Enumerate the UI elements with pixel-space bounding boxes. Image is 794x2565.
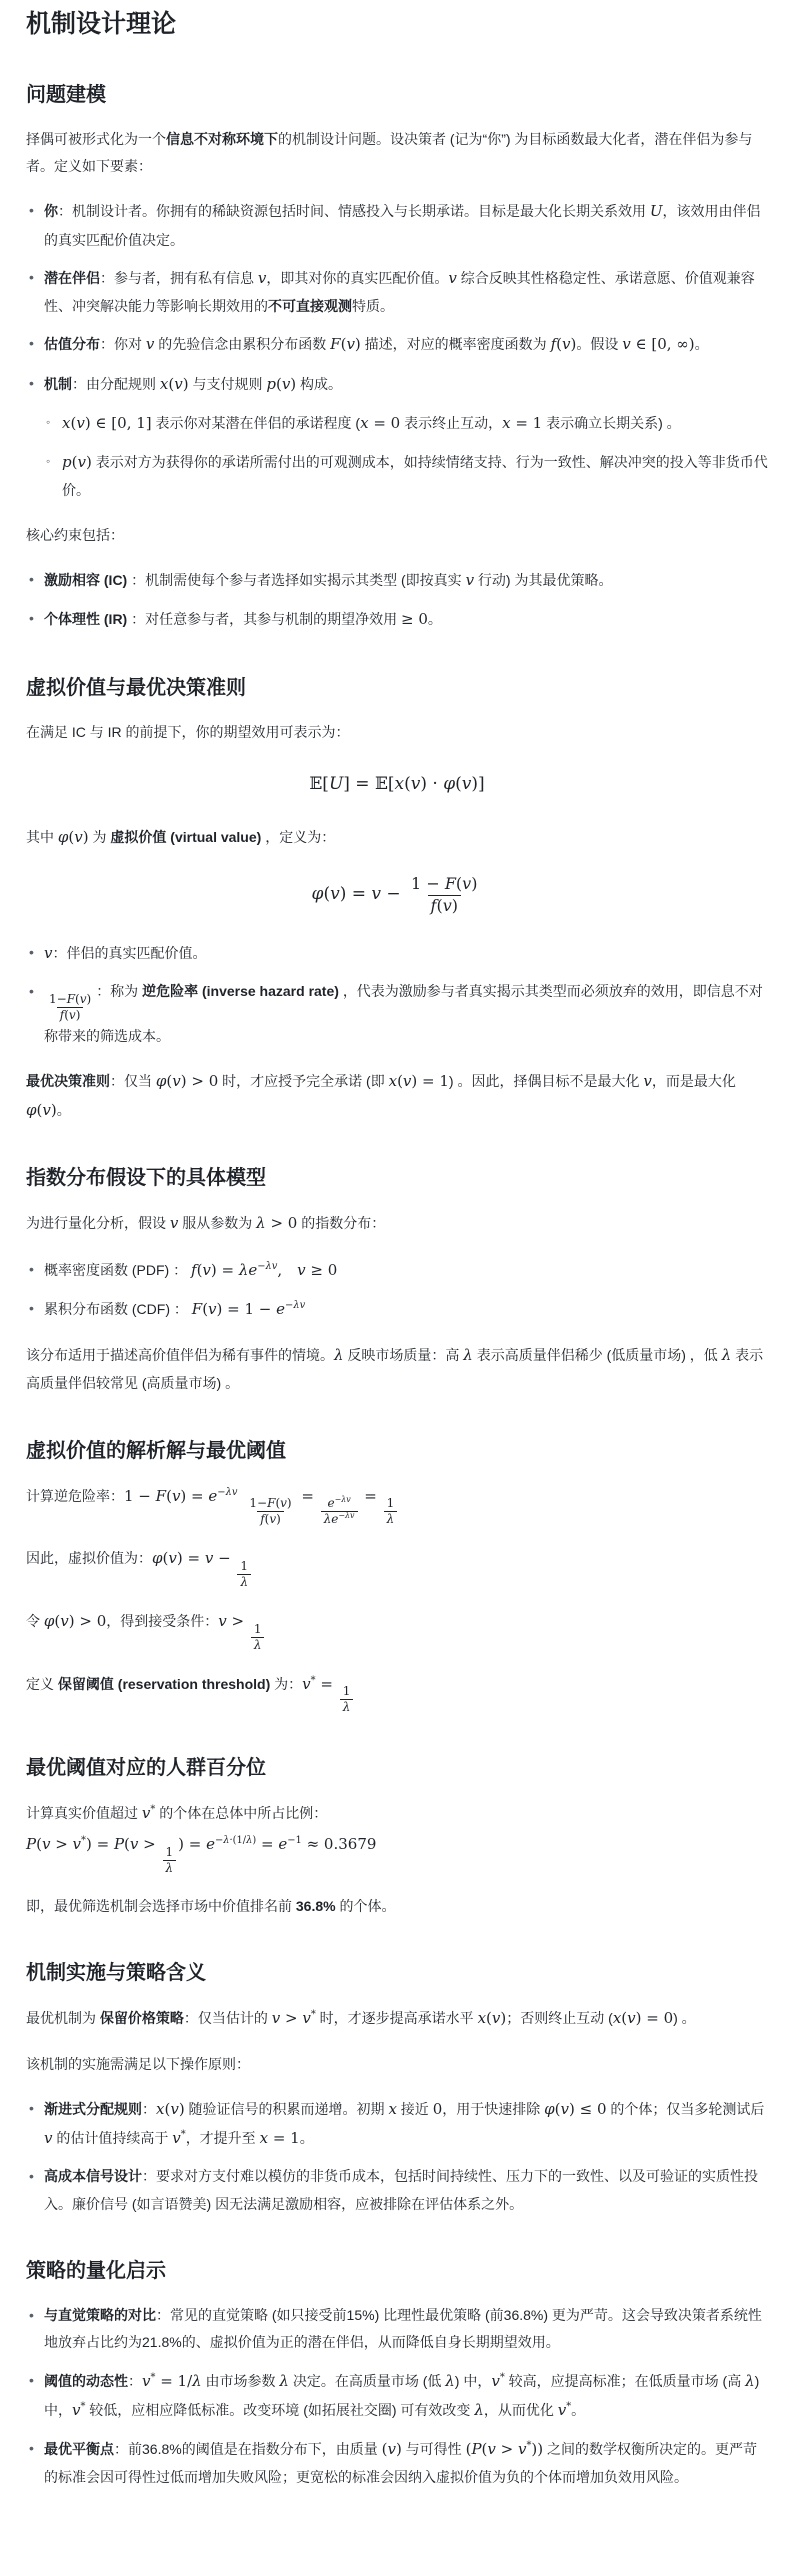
math-inline: λ [745, 2371, 755, 2390]
list-item: • 潜在伴侣：参与者，拥有私有信息 v，即其对你的真实匹配价值。v 综合反映其性格稳定性、承诺意愿、价值观兼容性、冲突解决能力等影响长期效用的不可直接观测特质。 [28, 264, 768, 321]
bullet-list [26, 197, 768, 504]
paragraph: 因此，虚拟价值为：φ(v) = v − $\frac{1}{\lambda}$ [26, 1544, 768, 1590]
math-inline: (v) [381, 2440, 402, 2458]
math-inline: v [145, 335, 155, 354]
bullet-list [26, 939, 768, 1050]
list-item: • 渐进式分配规则：x(v) 随验证信号的积累而递增。初期 x 接近 0，用于快速排除 φ(v) ≤ 0 的个体；仅当多轮测试后 v 的估计值持续高于 v*，才提升至 x = 1。 [28, 2095, 768, 2154]
bullet-list [26, 2095, 768, 2218]
math-inline: x = 0 [360, 413, 401, 432]
math-inline: $f(v) = \lambda e^{-\lambda v}$, v ≥ 0 [191, 1260, 338, 1279]
bold-text: 保留价格策略 [99, 2010, 184, 2027]
math-inline: x [388, 2099, 397, 2118]
paragraph: 在满足 IC 与 IR 的前提下，你的期望效用可表示为： [26, 723, 350, 740]
math-inline: v* [491, 2371, 505, 2390]
math-inline: (P(v > v*)) [465, 2440, 544, 2458]
math-inline: v [465, 571, 475, 590]
math-inline: φ(v) = v − [311, 884, 407, 905]
document-body [26, 82, 768, 2492]
math-inline: λ [474, 2400, 484, 2419]
section-heading: 最优阈值对应的人群百分位 [26, 1757, 266, 1780]
math-inline: v [169, 1214, 179, 1233]
math-inline: v [257, 268, 267, 287]
math-inline: λ [279, 2371, 289, 2390]
bold-text: 信息不对称环境下 [166, 130, 278, 147]
math-inline: λ [334, 1346, 344, 1365]
math-inline: x(v) [159, 374, 189, 393]
math-inline: v* [172, 2129, 186, 2148]
list-item: • v：伴侣的真实匹配价值。 [28, 939, 768, 968]
math-inline: φ(v) [57, 827, 89, 846]
math-inline: U [649, 202, 663, 221]
nested-bullet-list [44, 409, 768, 505]
math-inline: v ∈ [0, ∞) [622, 335, 695, 354]
math-inline: = [359, 1486, 382, 1505]
math-fraction: $\frac{e^{-\lambda v}}{\lambda e^{-\lambda v}}$ [321, 1496, 358, 1527]
list-item: • 个体理性 (IR) ：对任意参与者，其参与机制的期望净效用 ≥ 0。 [28, 605, 768, 634]
list-item: • 高成本信号设计：要求对方支付难以模仿的非货币成本，包括时间持续性、压力下的一致性、以及可验证的实质性投入。廉价信号 (如言语赞美) 因无法满足激励相容，应被排除在评估体系之外。 [28, 2163, 768, 2218]
bullet-list [26, 2302, 768, 2492]
math-fraction: $\frac{1}{\lambda}$ [340, 1684, 354, 1715]
paragraph: 令 φ(v) > 0，得到接受条件：v > $\frac{1}{\lambda}$ [26, 1607, 768, 1653]
paragraph [26, 1830, 768, 1876]
math-inline: v > [218, 1611, 249, 1630]
list-item: • 与直觉策略的对比：常见的直觉策略 (如只接受前15%) 比理性最优策略 (前36.8%) 更为严苛。这会导致决策者系统性地放弃占比约为21.8%的、虚拟价值为正的潜在伴侣，从而降低自身长期期望效用。 [28, 2302, 768, 2357]
math-inline: x(v) [156, 2099, 185, 2118]
list-item: • 概率密度函数 (PDF) ： $f(v) = \lambda e^{-\lambda v}$, v ≥ 0 [28, 1256, 768, 1285]
math-inline: φ(v) > 0 [43, 1611, 107, 1630]
list-item: • $\frac{1-F(v)}{f(v)}$ ：称为 逆危险率 (inverse hazard rate) ，代表为激励参与者真实揭示其类型而必须放弃的效用，即信息不对称带来的筛选成本。 [28, 978, 768, 1050]
paragraph: 最优机制为 保留价格策略：仅当估计的 v > v* 时，才逐步提高承诺水平 x(v)；否则终止互动 (x(v) = 0) 。 [26, 2009, 696, 2028]
paragraph: 该分布适用于描述高价值伴侣为稀有事件的情境。λ 反映市场质量：高 λ 表示高质量伴侣稀少 (低质量市场) ，低 λ 表示高质量伴侣较常见 (高质量市场) 。 [26, 1346, 764, 1392]
math-inline: x(v) = 1 [388, 1071, 449, 1090]
math-inline: = [296, 1486, 319, 1505]
section-heading: 虚拟价值的解析解与最优阈值 [26, 1439, 286, 1462]
paragraph: 择偶可被形式化为一个信息不对称环境下的机制设计问题。设决策者 (记为“你”) 为目标函数最大化者，潜在伴侣为参与者。定义如下要素： [26, 130, 753, 175]
bold-text: 个体理性 (IR) [44, 611, 132, 628]
paragraph: 该机制的实施需满足以下操作原则： [26, 2055, 250, 2072]
page-title: 机制设计理论 [26, 10, 177, 38]
bold-text: 潜在伴侣 [44, 269, 100, 286]
list-item: • 最优平衡点：前36.8%的阈值是在指数分布下，由质量 (v) 与可得性 (P(v > v*)) 之间的数学权衡所决定的。更严苛的标准会因可得性过低而增加失败风险；更宽松的标准会因纳入虚拟价值为负的个体而增加负效用风险。 [28, 2435, 768, 2492]
math-inline: v* = 1/λ [142, 2371, 202, 2390]
math-fraction: $\frac{1}{\lambda}$ [237, 1559, 251, 1590]
paragraph: 其中 φ(v) 为 虚拟价值 (virtual value) ，定义为： [26, 827, 336, 846]
math-inline: x = 1 [502, 413, 543, 432]
math-inline: x(v) [477, 2009, 507, 2028]
math-inline: $1 - F(v) = e^{-\lambda v}$ [124, 1486, 238, 1505]
math-inline: φ(v) [26, 1101, 57, 1120]
bold-text: 激励相容 (IC) [44, 572, 132, 589]
bold-text: 你 [44, 203, 58, 220]
math-inline: 0 [432, 2099, 443, 2118]
list-item: • 累积分布函数 (CDF) ： $F(v) = 1 - e^{-\lambda v}$ [28, 1295, 768, 1324]
nested-list-item: ◦ p(v) 表示对方为获得你的承诺所需付出的可观测成本，如持续情绪支持、行为一致性、解决冲突的投入等非货币代价。 [45, 448, 768, 505]
bold-text: 与直觉策略的对比 [44, 2306, 156, 2323]
math-inline: λ > 0 [256, 1214, 298, 1233]
math-inline: f(v) [550, 335, 577, 354]
bold-text: 渐进式分配规则 [44, 2100, 142, 2117]
math-inline: φ(v) > 0 [155, 1071, 219, 1090]
math-inline: λ [463, 1346, 473, 1365]
math-inline: λ [445, 2371, 455, 2390]
list-item: • 估值分布：你对 v 的先验信念由累积分布函数 F(v) 描述，对应的概率密度函数为 f(v)。假设 v ∈ [0, ∞)。 [28, 330, 768, 359]
bold-text: 最优平衡点 [44, 2441, 114, 2457]
math-fraction: $\frac{1}{\lambda}$ [251, 1622, 265, 1653]
bold-text: 估值分布 [44, 336, 100, 353]
math-inline: v [44, 2129, 53, 2148]
bold-text: 保留阈值 (reservation threshold) [57, 1675, 275, 1692]
section-heading: 指数分布假设下的具体模型 [26, 1167, 266, 1190]
math-inline: v* [141, 1804, 156, 1823]
list-item: • 阈值的动态性：v* = 1/λ 由市场参数 λ 决定。在高质量市场 (低 λ) 中，v* 较高，应提高标准；在低质量市场 (高 λ) 中，v* 较低，应相应降低标准。改变环境 (如拓展社交圈) 可有效改变 λ，从而优化 v*。 [28, 2367, 768, 2426]
paragraph: 即，最优筛选机制会选择市场中价值排名前 36.8% 的个体。 [26, 1897, 396, 1914]
bold-text: 36.8% [295, 1897, 336, 1914]
list-item: • 激励相容 (IC) ：机制需使每个参与者选择如实揭示其类型 (即按真实 v 行动) 为其最优策略。 [28, 566, 768, 595]
math-inline: p(v) [62, 453, 92, 472]
math-inline: ≥ 0 [401, 610, 428, 629]
math-inline: v* [72, 2400, 86, 2419]
paragraph: 最优决策准则：仅当 φ(v) > 0 时，才应授予完全承诺 (即 x(v) = 1) 。因此，择偶目标不是最大化 v，而是最大化 φ(v)。 [26, 1071, 736, 1120]
math-inline: x(v) = 0 [612, 2009, 674, 2028]
paragraph: 计算逆危险率：$1 - F(v) = e^{-\lambda v}$ $\frac{1-F(v)}{f(v)}$ = $\frac{e^{-\lambda v}}{\lambda e^{-\lambda v}}$ = $\frac{1}{\lambda}$ [26, 1482, 768, 1528]
math-inline: 𝔼[U] = 𝔼[x(v) · φ(v)] [309, 773, 485, 794]
math-fraction: $\frac{1}{\lambda}$ [384, 1496, 398, 1527]
section-heading: 机制实施与策略含义 [26, 1962, 206, 1985]
equation [26, 768, 768, 801]
math-inline: ) = $e^{-\lambda\cdot(1/\lambda)} = e^{-1} \approx 0.3679$ [178, 1835, 377, 1854]
nested-list-item: ◦ x(v) ∈ [0, 1] 表示你对某潜在伴侣的承诺程度 (x = 0 表示终止互动，x = 1 表示确立长期关系) 。 [45, 409, 768, 438]
math-inline: $F(v) = 1 - e^{-\lambda v}$ [191, 1299, 306, 1318]
math-inline: P(v > v*) = P(v > [26, 1835, 161, 1854]
bullet-list [26, 566, 768, 635]
math-inline: v* [557, 2400, 572, 2419]
math-fraction: • $\frac{1-F(v)}{f(v)}$ [49, 991, 92, 1022]
math-fraction: $\frac{1-F(v)}{f(v)}$ [249, 1496, 292, 1527]
math-inline: v* = [302, 1674, 338, 1693]
math-inline: λ [721, 1346, 732, 1365]
bold-text: 机制 [44, 375, 72, 392]
math-inline: F(v) [330, 335, 361, 354]
equation [26, 874, 768, 917]
section-heading: 策略的量化启示 [26, 2259, 166, 2282]
list-item: • 你：机制设计者。你拥有的稀缺资源包括时间、情感投入与长期承诺。目标是最大化长期关系效用 U，该效用由伴侣的真实匹配价值决定。 [28, 197, 768, 254]
paragraph: 计算真实价值超过 v* 的个体在总体中所占比例： [26, 1804, 328, 1823]
math-fraction: $\frac{1}{\lambda}$ [162, 1845, 176, 1876]
math-inline: p(v) [266, 374, 297, 393]
section-heading: 虚拟价值与最优决策准则 [26, 676, 246, 699]
math-inline: v [448, 268, 457, 287]
bold-text: 阈值的动态性 [44, 2372, 128, 2389]
bold-text: 最优决策准则 [26, 1072, 110, 1089]
math-inline: φ(v) ≤ 0 [544, 2099, 607, 2118]
math-inline: v [44, 943, 53, 962]
bold-text: 不可直接观测 [268, 298, 352, 315]
math-inline: v [643, 1071, 652, 1090]
math-fraction: $\frac{1 - F(v)}{f(v)}$ [411, 874, 478, 916]
math-inline: φ(v) = v − [152, 1549, 236, 1568]
paragraph: 核心约束包括： [26, 526, 124, 543]
paragraph: 为进行量化分析，假设 v 服从参数为 λ > 0 的指数分布： [26, 1214, 386, 1233]
section-heading: 问题建模 [26, 83, 106, 106]
bold-text: 高成本信号设计 [44, 2168, 142, 2185]
paragraph: 定义 保留阈值 (reservation threshold) 为：v* = $\frac{1}{\lambda}$ [26, 1670, 768, 1716]
math-inline: x(v) ∈ [0, 1] [62, 413, 152, 432]
math-inline: x = 1 [259, 2129, 300, 2148]
bullet-list [26, 1256, 768, 1325]
list-item: • 机制：由分配规则 x(v) 与支付规则 p(v) 构成。 ◦ x(v) ∈ [0, 1] 表示你对某潜在伴侣的承诺程度 (x = 0 表示终止互动，x = 1 表示确立长期关系) 。 ◦ p(v) 表示对方为获得你的承诺所需付出的可观测成本，如持续情绪支持、行为一致性、解决冲突的投入等非货币代价。 [28, 370, 768, 505]
bold-text: 逆危险率 (inverse hazard rate) [142, 983, 343, 1000]
math-inline: v > v* [271, 2009, 316, 2028]
bold-text: 虚拟价值 (virtual value) [110, 828, 266, 845]
